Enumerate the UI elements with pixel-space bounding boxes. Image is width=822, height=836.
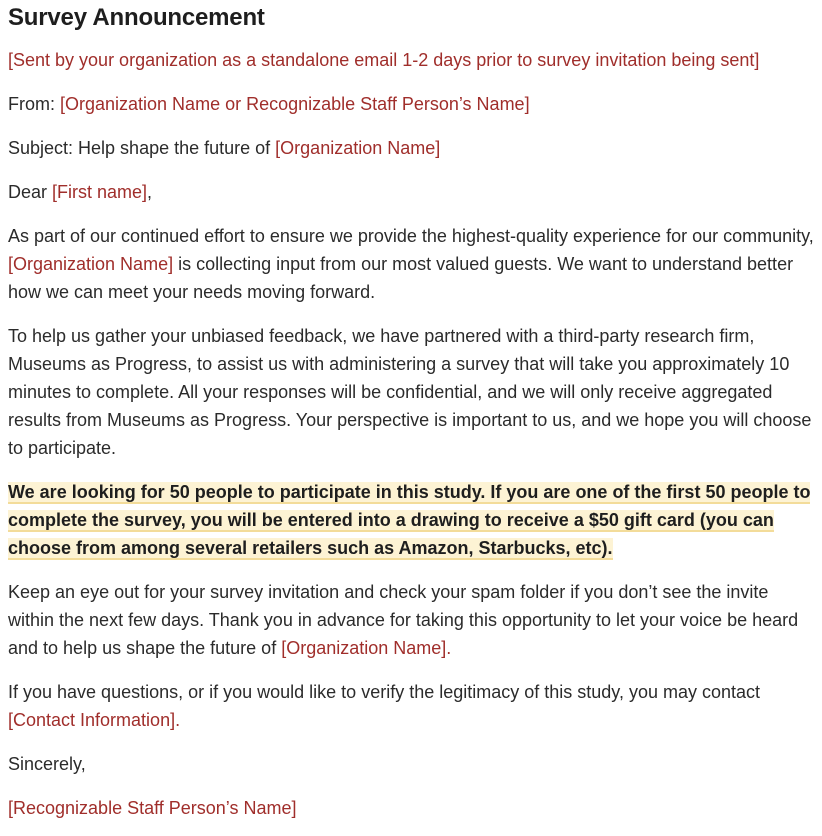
- organization-placeholder: [Organization Name]: [8, 254, 174, 274]
- subject-line: [8, 134, 814, 162]
- paragraph-intro-before: As part of our continued effort to ensure we provide the highest-quality experience for our community,: [8, 226, 814, 246]
- paragraph-research-firm: To help us gather your unbiased feedback, we have partnered with a third-party research firm, Museums as Progress, to assist us with administering a survey that will take you approximately 10 minutes to complete. All your responses will be confidential, and we will only receive aggregated results from Museums as Progress. Your perspective is important to us, and we hope you will choose to participate.: [8, 326, 812, 458]
- paragraph-invitation-before: Keep an eye out for your survey invitation and check your spam folder if you don’t see the invite within the next few days. Thank you in advance for taking this opportunity to let your voice be heard and to help us shape the future of: [8, 582, 799, 658]
- intro-note: [8, 46, 814, 74]
- closing-line: Sincerely,: [8, 754, 86, 774]
- intro-note-text: [Sent by your organization as a standalone email 1-2 days prior to survey invitation being sent]: [8, 50, 760, 70]
- from-line: [8, 90, 814, 118]
- paragraph-intro: [8, 222, 814, 306]
- signature-line: [8, 794, 814, 822]
- page-title: Survey Announcement: [8, 4, 265, 31]
- paragraph-contact: [8, 678, 814, 734]
- paragraph-intro-after: is collecting input from our most valued guests. We want to understand better how we can meet your needs moving forward.: [8, 254, 794, 302]
- paragraph-invitation: [8, 578, 814, 662]
- greeting-name-placeholder: [First name]: [52, 182, 148, 202]
- from-placeholder: [Organization Name or Recognizable Staff Person’s Name]: [60, 94, 530, 114]
- highlight-paragraph: [8, 478, 814, 562]
- organization-placeholder-2: [Organization Name].: [281, 638, 452, 658]
- from-label: From:: [8, 94, 60, 114]
- greeting-prefix: Dear: [8, 182, 53, 202]
- greeting-line: [8, 178, 814, 206]
- subject-label: Subject: Help shape the future of: [8, 138, 276, 158]
- paragraph-contact-before: If you have questions, or if you would like to verify the legitimacy of this study, you may contact: [8, 682, 761, 702]
- signature-placeholder: [Recognizable Staff Person’s Name]: [8, 798, 297, 818]
- subject-placeholder: [Organization Name]: [275, 138, 441, 158]
- highlighted-incentive-text: We are looking for 50 people to participate in this study. If you are one of the first 50 people to complete the survey, you will be entered into a drawing to receive a $50 gift card (you can choose from among several retailers such as Amazon, Starbucks, etc).: [8, 482, 811, 558]
- greeting-suffix: ,: [147, 182, 153, 202]
- contact-placeholder: [Contact Information].: [8, 710, 181, 730]
